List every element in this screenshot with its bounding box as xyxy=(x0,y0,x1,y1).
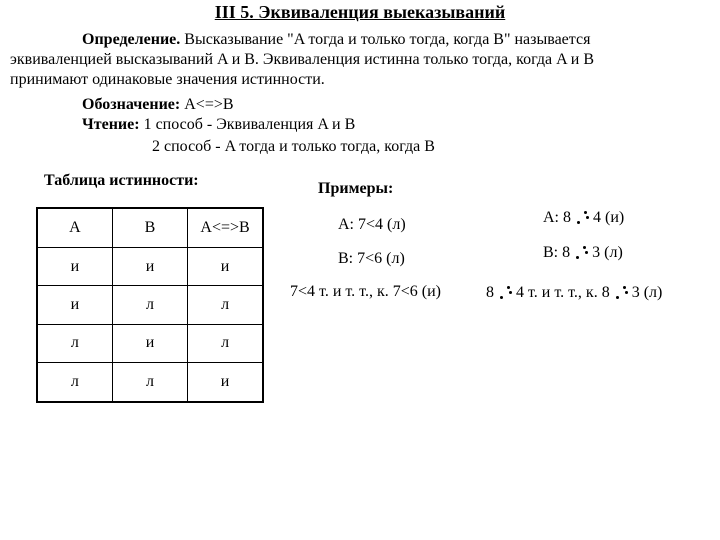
reading-line-1 xyxy=(82,115,355,135)
notation-value: A<=>B xyxy=(184,96,234,113)
divides-icon xyxy=(498,286,512,300)
table-row xyxy=(37,324,263,362)
table-cell: и xyxy=(112,247,187,285)
example-equivalence-divisibility xyxy=(486,284,662,302)
notation-line xyxy=(82,95,234,115)
table-row xyxy=(37,247,263,285)
table-cell: и xyxy=(112,324,187,362)
table-header-row xyxy=(37,208,263,247)
table-cell: л xyxy=(112,286,187,324)
table-cell: л xyxy=(112,363,187,402)
example-eq-part-3: 3 (л) xyxy=(631,284,663,301)
example-a-suffix: 4 (и) xyxy=(593,209,625,226)
example-b-divisibility xyxy=(543,244,623,262)
example-b-suffix: 3 (л) xyxy=(592,244,623,261)
truth-table-heading: Таблица истинности: xyxy=(44,172,199,189)
definition-line-2: эквиваленцией высказываний A и B. Эквиваленция истинна только тогда, когда A и B xyxy=(10,51,595,68)
example-a-comparison: A: 7<4 (л) xyxy=(338,216,406,233)
table-cell: и xyxy=(188,247,263,285)
definition-line-1 xyxy=(82,30,590,50)
divides-icon xyxy=(574,246,588,260)
definition-line-3: принимают одинаковые значения истинности. xyxy=(10,71,325,88)
table-header-cell: B xyxy=(112,208,187,247)
table-cell: и xyxy=(188,363,263,402)
truth-table xyxy=(36,207,264,403)
example-b-prefix: B: 8 xyxy=(543,244,571,261)
table-row xyxy=(37,286,263,324)
example-a-prefix: A: 8 xyxy=(543,209,571,226)
table-row xyxy=(37,363,263,402)
example-b-comparison: B: 7<6 (л) xyxy=(338,250,405,267)
example-eq-part-2: 4 т. и т. т., к. 8 xyxy=(516,284,610,301)
table-cell: л xyxy=(37,363,112,402)
table-cell: л xyxy=(37,324,112,362)
table-cell: и xyxy=(37,286,112,324)
definition-text-1: Высказывание "A тогда и только тогда, когда B" называется xyxy=(184,31,591,48)
table-header-cell: A xyxy=(37,208,112,247)
reading-way-1: 1 способ - Эквиваленция A и B xyxy=(143,116,356,133)
examples-heading: Примеры: xyxy=(318,180,394,197)
table-cell: и xyxy=(37,247,112,285)
definition-label: Определение. xyxy=(82,31,181,48)
table-cell: л xyxy=(188,286,263,324)
reading-label: Чтение: xyxy=(82,116,140,133)
divides-icon xyxy=(575,211,589,225)
table-header-cell: A<=>B xyxy=(188,208,263,247)
reading-way-2: 2 способ - A тогда и только тогда, когда B xyxy=(152,138,435,155)
page-title: III 5. Эквиваленция выеказываний xyxy=(214,2,506,22)
notation-label: Обозначение: xyxy=(82,96,181,113)
example-a-divisibility xyxy=(543,209,624,227)
divides-icon xyxy=(614,286,628,300)
table-cell: л xyxy=(188,324,263,362)
example-eq-part-1: 8 xyxy=(486,284,494,301)
example-equivalence-comparison: 7<4 т. и т. т., к. 7<6 (и) xyxy=(290,283,441,300)
